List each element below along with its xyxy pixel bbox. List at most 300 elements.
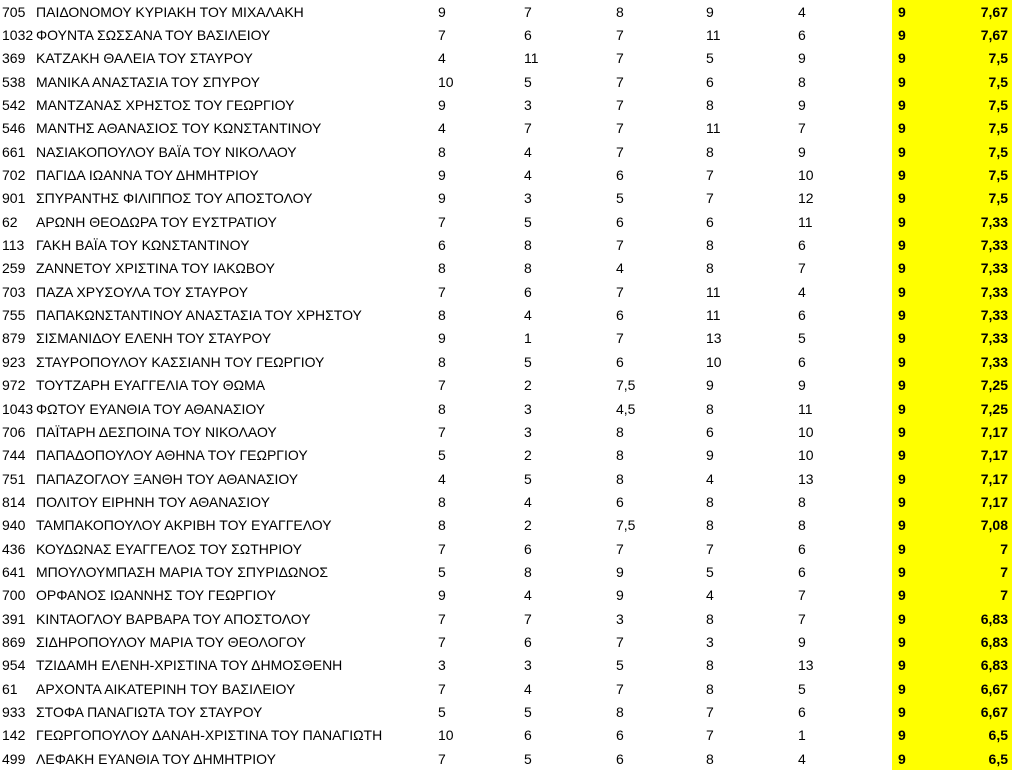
score-5: 11 bbox=[798, 213, 813, 230]
table-row bbox=[0, 700, 1012, 723]
score-4: 5 bbox=[706, 563, 714, 580]
table-row bbox=[0, 654, 1012, 677]
row-id: 142 bbox=[2, 727, 26, 744]
score-2: 2 bbox=[524, 447, 532, 464]
score-5: 6 bbox=[798, 540, 806, 557]
score-6: 9 bbox=[892, 584, 948, 607]
average: 7,25 bbox=[948, 397, 1012, 420]
score-4: 7 bbox=[706, 167, 714, 184]
table-row bbox=[0, 0, 1012, 23]
row-id: 954 bbox=[2, 657, 26, 674]
score-2: 4 bbox=[524, 493, 532, 510]
score-1: 9 bbox=[438, 3, 446, 20]
score-3: 6 bbox=[616, 213, 624, 230]
score-5: 9 bbox=[798, 97, 806, 114]
score-1: 8 bbox=[438, 143, 446, 160]
row-name: ΠΑΠΑΔΟΠΟΥΛΟΥ ΑΘΗΝΑ ΤΟΥ ΓΕΩΡΓΙΟΥ bbox=[36, 447, 308, 464]
average: 6,83 bbox=[948, 607, 1012, 630]
row-name: ΓΑΚΗ ΒΑΪΑ ΤΟΥ ΚΩΝΣΤΑΝΤΙΝΟΥ bbox=[36, 237, 250, 254]
score-2: 3 bbox=[524, 657, 532, 674]
row-name: ΜΠΟΥΛΟΥΜΠΑΣΗ ΜΑΡΙΑ ΤΟΥ ΣΠΥΡΙΔΩΝΟΣ bbox=[36, 563, 329, 580]
score-5: 4 bbox=[798, 750, 806, 767]
score-5: 13 bbox=[798, 470, 814, 487]
score-1: 9 bbox=[438, 167, 446, 184]
score-2: 3 bbox=[524, 400, 532, 417]
score-5: 6 bbox=[798, 703, 806, 720]
score-6: 9 bbox=[892, 303, 948, 326]
score-3: 9 bbox=[616, 563, 624, 580]
score-6: 9 bbox=[892, 700, 948, 723]
table-row bbox=[0, 117, 1012, 140]
score-6: 9 bbox=[892, 654, 948, 677]
score-2: 2 bbox=[524, 377, 532, 394]
average: 6,67 bbox=[948, 700, 1012, 723]
score-3: 6 bbox=[616, 353, 624, 370]
score-6: 9 bbox=[892, 490, 948, 513]
table-row bbox=[0, 724, 1012, 747]
row-id: 1043 bbox=[2, 400, 34, 417]
score-3: 6 bbox=[616, 493, 624, 510]
score-3: 3 bbox=[616, 610, 624, 627]
row-id: 869 bbox=[2, 633, 26, 650]
score-5: 7 bbox=[798, 610, 806, 627]
score-1: 8 bbox=[438, 307, 446, 324]
row-id: 61 bbox=[2, 680, 18, 697]
row-name: ΤΖΙΔΑΜΗ ΕΛΕΝΗ-ΧΡΙΣΤΙΝΑ ΤΟΥ ΔΗΜΟΣΘΕΝΗ bbox=[36, 657, 343, 674]
table-row bbox=[0, 140, 1012, 163]
row-name: ΖΑΝΝΕΤΟΥ ΧΡΙΣΤΙΝΑ ΤΟΥ ΙΑΚΩΒΟΥ bbox=[36, 260, 275, 277]
score-1: 7 bbox=[438, 680, 446, 697]
score-6: 9 bbox=[892, 117, 948, 140]
score-2: 4 bbox=[524, 587, 532, 604]
average: 7,5 bbox=[948, 47, 1012, 70]
score-3: 5 bbox=[616, 190, 624, 207]
score-3: 8 bbox=[616, 3, 624, 20]
score-4: 8 bbox=[706, 97, 714, 114]
score-5: 6 bbox=[798, 237, 806, 254]
score-5: 9 bbox=[798, 143, 806, 160]
average: 6,83 bbox=[948, 654, 1012, 677]
row-name: ΚΟΥΔΩΝΑΣ ΕΥΑΓΓΕΛΟΣ ΤΟΥ ΣΩΤΗΡΙΟΥ bbox=[36, 540, 302, 557]
row-id: 901 bbox=[2, 190, 26, 207]
row-name: ΠΑΠΑΖΟΓΛΟΥ ΞΑΝΘΗ ΤΟΥ ΑΘΑΝΑΣΙΟΥ bbox=[36, 470, 299, 487]
row-name: ΜΑΝΙΚΑ ΑΝΑΣΤΑΣΙΑ ΤΟΥ ΣΠΥΡΟΥ bbox=[36, 73, 260, 90]
average: 6,83 bbox=[948, 630, 1012, 653]
score-6: 9 bbox=[892, 677, 948, 700]
row-name: ΓΕΩΡΓΟΠΟΥΛΟΥ ΔΑΝΑΗ-ΧΡΙΣΤΙΝΑ ΤΟΥ ΠΑΝΑΓΙΩΤΗ bbox=[36, 727, 383, 744]
score-1: 7 bbox=[438, 27, 446, 44]
table-row bbox=[0, 490, 1012, 513]
row-id: 933 bbox=[2, 703, 26, 720]
row-id: 391 bbox=[2, 610, 26, 627]
table-row bbox=[0, 163, 1012, 186]
score-2: 7 bbox=[524, 120, 532, 137]
row-id: 705 bbox=[2, 3, 26, 20]
average: 6,5 bbox=[948, 747, 1012, 770]
score-1: 7 bbox=[438, 423, 446, 440]
row-id: 542 bbox=[2, 97, 26, 114]
score-1: 4 bbox=[438, 50, 446, 67]
row-id: 1032 bbox=[2, 27, 34, 44]
row-id: 923 bbox=[2, 353, 26, 370]
score-2: 4 bbox=[524, 307, 532, 324]
score-5: 11 bbox=[798, 400, 813, 417]
score-1: 6 bbox=[438, 237, 446, 254]
score-5: 8 bbox=[798, 493, 806, 510]
score-2: 4 bbox=[524, 143, 532, 160]
score-6: 9 bbox=[892, 233, 948, 256]
average: 7,33 bbox=[948, 233, 1012, 256]
table-row bbox=[0, 630, 1012, 653]
table-row bbox=[0, 187, 1012, 210]
score-2: 11 bbox=[524, 50, 539, 67]
row-id: 700 bbox=[2, 587, 26, 604]
score-3: 7 bbox=[616, 283, 624, 300]
average: 7,17 bbox=[948, 467, 1012, 490]
score-6: 9 bbox=[892, 210, 948, 233]
score-3: 7 bbox=[616, 50, 624, 67]
row-id: 538 bbox=[2, 73, 26, 90]
average: 6,67 bbox=[948, 677, 1012, 700]
score-5: 7 bbox=[798, 120, 806, 137]
row-name: ΛΕΦΑΚΗ ΕΥΑΝΘΙΑ ΤΟΥ ΔΗΜΗΤΡΙΟΥ bbox=[36, 750, 276, 767]
score-4: 11 bbox=[706, 27, 721, 44]
score-6: 9 bbox=[892, 374, 948, 397]
score-5: 4 bbox=[798, 283, 806, 300]
row-name: ΝΑΣΙΑΚΟΠΟΥΛΟΥ ΒΑΪΑ ΤΟΥ ΝΙΚΟΛΑΟΥ bbox=[36, 143, 297, 160]
score-6: 9 bbox=[892, 420, 948, 443]
row-name: ΚΑΤΖΑΚΗ ΘΑΛΕΙΑ ΤΟΥ ΣΤΑΥΡΟΥ bbox=[36, 50, 253, 67]
score-5: 9 bbox=[798, 50, 806, 67]
score-1: 8 bbox=[438, 517, 446, 534]
score-3: 9 bbox=[616, 587, 624, 604]
row-id: 436 bbox=[2, 540, 26, 557]
row-name: ΠΑΖΑ ΧΡΥΣΟΥΛΑ ΤΟΥ ΣΤΑΥΡΟΥ bbox=[36, 283, 249, 300]
row-name: ΠΑΙΔΟΝΟΜΟΥ ΚΥΡΙΑΚΗ ΤΟΥ ΜΙΧΑΛΑΚΗ bbox=[36, 3, 304, 20]
table-row bbox=[0, 210, 1012, 233]
score-1: 9 bbox=[438, 190, 446, 207]
score-6: 9 bbox=[892, 163, 948, 186]
table-row bbox=[0, 23, 1012, 46]
score-5: 6 bbox=[798, 307, 806, 324]
row-id: 940 bbox=[2, 517, 26, 534]
score-1: 5 bbox=[438, 563, 446, 580]
score-1: 4 bbox=[438, 470, 446, 487]
score-4: 8 bbox=[706, 610, 714, 627]
row-name: ΤΑΜΠΑΚΟΠΟΥΛΟΥ ΑΚΡΙΒΗ ΤΟΥ ΕΥΑΓΓΕΛΟΥ bbox=[36, 517, 332, 534]
score-2: 7 bbox=[524, 610, 532, 627]
average: 7,33 bbox=[948, 327, 1012, 350]
score-2: 8 bbox=[524, 260, 532, 277]
score-4: 6 bbox=[706, 423, 714, 440]
score-3: 7,5 bbox=[616, 517, 636, 534]
score-4: 8 bbox=[706, 680, 714, 697]
table-row bbox=[0, 397, 1012, 420]
score-2: 5 bbox=[524, 703, 532, 720]
score-5: 9 bbox=[798, 377, 806, 394]
row-name: ΠΟΛΙΤΟΥ ΕΙΡΗΝΗ ΤΟΥ ΑΘΑΝΑΣΙΟΥ bbox=[36, 493, 270, 510]
row-name: ΣΠΥΡΑΝΤΗΣ ΦΙΛΙΠΠΟΣ ΤΟΥ ΑΠΟΣΤΟΛΟΥ bbox=[36, 190, 313, 207]
score-2: 6 bbox=[524, 540, 532, 557]
score-4: 11 bbox=[706, 307, 721, 324]
table-row bbox=[0, 514, 1012, 537]
average: 7,08 bbox=[948, 514, 1012, 537]
score-6: 9 bbox=[892, 747, 948, 770]
row-id: 703 bbox=[2, 283, 26, 300]
table-row bbox=[0, 47, 1012, 70]
score-1: 4 bbox=[438, 120, 446, 137]
score-5: 10 bbox=[798, 167, 814, 184]
score-2: 3 bbox=[524, 97, 532, 114]
row-name: ΤΟΥΤΖΑΡΗ ΕΥΑΓΓΕΛΙΑ ΤΟΥ ΘΩΜΑ bbox=[36, 377, 266, 394]
score-6: 9 bbox=[892, 397, 948, 420]
score-5: 5 bbox=[798, 330, 806, 347]
score-2: 8 bbox=[524, 563, 532, 580]
average: 7,5 bbox=[948, 70, 1012, 93]
score-2: 6 bbox=[524, 27, 532, 44]
score-1: 8 bbox=[438, 353, 446, 370]
score-5: 13 bbox=[798, 657, 814, 674]
score-6: 9 bbox=[892, 514, 948, 537]
average: 7,33 bbox=[948, 280, 1012, 303]
score-4: 8 bbox=[706, 657, 714, 674]
row-name: ΚΙΝΤΑΟΓΛΟΥ ΒΑΡΒΑΡΑ ΤΟΥ ΑΠΟΣΤΟΛΟΥ bbox=[36, 610, 311, 627]
row-name: ΑΡΩΝΗ ΘΕΟΔΩΡΑ ΤΟΥ ΕΥΣΤΡΑΤΙΟΥ bbox=[36, 213, 277, 230]
score-1: 10 bbox=[438, 73, 454, 90]
score-1: 5 bbox=[438, 703, 446, 720]
row-name: ΣΙΔΗΡΟΠΟΥΛΟΥ ΜΑΡΙΑ ΤΟΥ ΘΕΟΛΟΓΟΥ bbox=[36, 633, 306, 650]
score-4: 8 bbox=[706, 237, 714, 254]
score-2: 6 bbox=[524, 633, 532, 650]
table-row bbox=[0, 560, 1012, 583]
row-id: 499 bbox=[2, 750, 26, 767]
row-id: 113 bbox=[2, 237, 25, 254]
score-2: 4 bbox=[524, 680, 532, 697]
average: 7,25 bbox=[948, 374, 1012, 397]
score-5: 8 bbox=[798, 73, 806, 90]
row-id: 702 bbox=[2, 167, 26, 184]
table-row bbox=[0, 93, 1012, 116]
score-2: 7 bbox=[524, 3, 532, 20]
table-row bbox=[0, 257, 1012, 280]
score-3: 5 bbox=[616, 657, 624, 674]
score-1: 9 bbox=[438, 330, 446, 347]
row-id: 641 bbox=[2, 563, 26, 580]
table-row bbox=[0, 467, 1012, 490]
score-5: 1 bbox=[798, 727, 806, 744]
score-3: 7 bbox=[616, 97, 624, 114]
score-6: 9 bbox=[892, 327, 948, 350]
score-1: 9 bbox=[438, 97, 446, 114]
table-row bbox=[0, 350, 1012, 373]
score-6: 9 bbox=[892, 467, 948, 490]
row-id: 369 bbox=[2, 50, 26, 67]
score-1: 10 bbox=[438, 727, 454, 744]
average: 7,5 bbox=[948, 93, 1012, 116]
row-name: ΑΡΧΟΝΤΑ ΑΙΚΑΤΕΡΙΝΗ ΤΟΥ ΒΑΣΙΛΕΙΟΥ bbox=[36, 680, 296, 697]
average: 7 bbox=[948, 560, 1012, 583]
average: 7,17 bbox=[948, 444, 1012, 467]
score-3: 7 bbox=[616, 540, 624, 557]
score-2: 8 bbox=[524, 237, 532, 254]
score-3: 7 bbox=[616, 73, 624, 90]
row-name: ΣΙΣΜΑΝΙΔΟΥ ΕΛΕΝΗ ΤΟΥ ΣΤΑΥΡΟΥ bbox=[36, 330, 272, 347]
score-3: 4,5 bbox=[616, 400, 636, 417]
score-6: 9 bbox=[892, 0, 948, 23]
score-6: 9 bbox=[892, 23, 948, 46]
score-3: 6 bbox=[616, 750, 624, 767]
row-name: ΦΟΥΝΤΑ ΣΩΣΣΑΝΑ ΤΟΥ ΒΑΣΙΛΕΙΟΥ bbox=[36, 27, 271, 44]
table-row bbox=[0, 420, 1012, 443]
score-2: 3 bbox=[524, 190, 532, 207]
row-name: ΠΑΪΤΑΡΗ ΔΕΣΠΟΙΝΑ ΤΟΥ ΝΙΚΟΛΑΟΥ bbox=[36, 423, 277, 440]
row-name: ΠΑΓΙΔΑ ΙΩΑΝΝΑ ΤΟΥ ΔΗΜΗΤΡΙΟΥ bbox=[36, 167, 259, 184]
row-id: 62 bbox=[2, 213, 18, 230]
score-2: 1 bbox=[524, 330, 532, 347]
score-4: 9 bbox=[706, 447, 714, 464]
score-4: 7 bbox=[706, 190, 714, 207]
score-2: 6 bbox=[524, 283, 532, 300]
average: 7,33 bbox=[948, 257, 1012, 280]
score-3: 8 bbox=[616, 703, 624, 720]
score-1: 7 bbox=[438, 377, 446, 394]
score-3: 8 bbox=[616, 447, 624, 464]
table-row bbox=[0, 327, 1012, 350]
score-6: 9 bbox=[892, 630, 948, 653]
score-4: 6 bbox=[706, 213, 714, 230]
average: 7,33 bbox=[948, 303, 1012, 326]
average: 7,5 bbox=[948, 187, 1012, 210]
score-3: 7 bbox=[616, 27, 624, 44]
row-name: ΣΤΟΦΑ ΠΑΝΑΓΙΩΤΑ ΤΟΥ ΣΤΑΥΡΟΥ bbox=[36, 703, 263, 720]
row-id: 744 bbox=[2, 447, 26, 464]
score-6: 9 bbox=[892, 47, 948, 70]
score-4: 7 bbox=[706, 703, 714, 720]
score-4: 9 bbox=[706, 377, 714, 394]
row-name: ΜΑΝΤΗΣ ΑΘΑΝΑΣΙΟΣ ΤΟΥ ΚΩΝΣΤΑΝΤΙΝΟΥ bbox=[36, 120, 322, 137]
score-5: 5 bbox=[798, 680, 806, 697]
score-6: 9 bbox=[892, 560, 948, 583]
score-5: 4 bbox=[798, 3, 806, 20]
average: 7,33 bbox=[948, 210, 1012, 233]
score-4: 5 bbox=[706, 50, 714, 67]
row-name: ΣΤΑΥΡΟΠΟΥΛΟΥ ΚΑΣΣΙΑΝΗ ΤΟΥ ΓΕΩΡΓΙΟΥ bbox=[36, 353, 325, 370]
score-4: 8 bbox=[706, 143, 714, 160]
average: 7 bbox=[948, 584, 1012, 607]
score-6: 9 bbox=[892, 280, 948, 303]
score-2: 5 bbox=[524, 750, 532, 767]
score-1: 8 bbox=[438, 400, 446, 417]
row-id: 661 bbox=[2, 143, 26, 160]
row-id: 751 bbox=[2, 470, 26, 487]
score-1: 3 bbox=[438, 657, 446, 674]
average: 7,17 bbox=[948, 490, 1012, 513]
score-5: 8 bbox=[798, 517, 806, 534]
score-4: 8 bbox=[706, 260, 714, 277]
row-id: 879 bbox=[2, 330, 26, 347]
table-row bbox=[0, 374, 1012, 397]
average: 7 bbox=[948, 537, 1012, 560]
table-row bbox=[0, 303, 1012, 326]
score-4: 8 bbox=[706, 493, 714, 510]
score-3: 7,5 bbox=[616, 377, 636, 394]
score-4: 9 bbox=[706, 3, 714, 20]
score-3: 7 bbox=[616, 143, 624, 160]
average: 7,17 bbox=[948, 420, 1012, 443]
score-1: 8 bbox=[438, 493, 446, 510]
score-3: 6 bbox=[616, 167, 624, 184]
average: 7,67 bbox=[948, 23, 1012, 46]
score-2: 6 bbox=[524, 727, 532, 744]
table-row bbox=[0, 233, 1012, 256]
row-id: 706 bbox=[2, 423, 26, 440]
score-6: 9 bbox=[892, 187, 948, 210]
score-5: 7 bbox=[798, 260, 806, 277]
average: 7,33 bbox=[948, 350, 1012, 373]
score-3: 7 bbox=[616, 120, 624, 137]
score-5: 9 bbox=[798, 633, 806, 650]
row-name: ΟΡΦΑΝΟΣ ΙΩΑΝΝΗΣ ΤΟΥ ΓΕΩΡΓΙΟΥ bbox=[36, 587, 277, 604]
score-1: 7 bbox=[438, 540, 446, 557]
score-4: 6 bbox=[706, 73, 714, 90]
score-2: 2 bbox=[524, 517, 532, 534]
score-4: 4 bbox=[706, 470, 714, 487]
score-5: 6 bbox=[798, 563, 806, 580]
average: 7,5 bbox=[948, 140, 1012, 163]
score-2: 4 bbox=[524, 167, 532, 184]
score-6: 9 bbox=[892, 70, 948, 93]
table-row bbox=[0, 747, 1012, 770]
score-4: 4 bbox=[706, 587, 714, 604]
table-row bbox=[0, 677, 1012, 700]
score-3: 4 bbox=[616, 260, 624, 277]
row-id: 259 bbox=[2, 260, 26, 277]
score-6: 9 bbox=[892, 350, 948, 373]
score-6: 9 bbox=[892, 607, 948, 630]
row-name: ΦΩΤΟΥ ΕΥΑΝΘΙΑ ΤΟΥ ΑΘΑΝΑΣΙΟΥ bbox=[36, 400, 266, 417]
score-6: 9 bbox=[892, 257, 948, 280]
table-row bbox=[0, 607, 1012, 630]
row-name: ΠΑΠΑΚΩΝΣΤΑΝΤΙΝΟΥ ΑΝΑΣΤΑΣΙΑ ΤΟΥ ΧΡΗΣΤΟΥ bbox=[36, 307, 362, 324]
score-2: 3 bbox=[524, 423, 532, 440]
score-3: 7 bbox=[616, 237, 624, 254]
row-id: 755 bbox=[2, 307, 26, 324]
score-2: 5 bbox=[524, 470, 532, 487]
score-4: 3 bbox=[706, 633, 714, 650]
score-4: 8 bbox=[706, 750, 714, 767]
table-row bbox=[0, 70, 1012, 93]
score-4: 8 bbox=[706, 517, 714, 534]
score-4: 11 bbox=[706, 120, 721, 137]
score-3: 7 bbox=[616, 633, 624, 650]
score-1: 7 bbox=[438, 750, 446, 767]
row-id: 814 bbox=[2, 493, 26, 510]
score-3: 7 bbox=[616, 680, 624, 697]
score-5: 6 bbox=[798, 353, 806, 370]
score-4: 10 bbox=[706, 353, 722, 370]
score-2: 5 bbox=[524, 213, 532, 230]
score-6: 9 bbox=[892, 444, 948, 467]
score-4: 7 bbox=[706, 727, 714, 744]
table-row bbox=[0, 280, 1012, 303]
score-1: 9 bbox=[438, 587, 446, 604]
row-id: 972 bbox=[2, 377, 26, 394]
score-5: 12 bbox=[798, 190, 814, 207]
score-1: 7 bbox=[438, 633, 446, 650]
score-1: 8 bbox=[438, 260, 446, 277]
average: 7,67 bbox=[948, 0, 1012, 23]
score-5: 7 bbox=[798, 587, 806, 604]
